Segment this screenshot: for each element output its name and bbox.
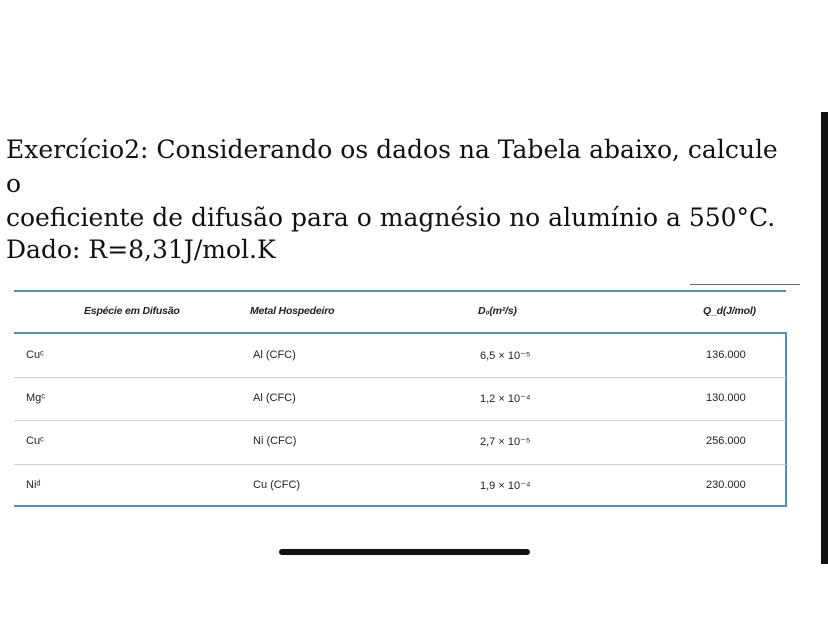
row-3-d0: 2,7 × 10⁻⁵ — [480, 436, 531, 448]
row-divider — [14, 464, 786, 465]
row-3-qd: 256.000 — [706, 435, 746, 447]
diffusion-table — [14, 284, 786, 508]
row-4-host: Cu (CFC) — [253, 479, 301, 491]
header-species: Espécie em Difusão — [84, 305, 180, 317]
exercise-line-2: coeficiente de difusão para o magnésio no alumínio a 550°C. — [6, 203, 776, 232]
header-host: Metal Hospedeiro — [250, 305, 335, 317]
row-1-qd: 136.000 — [706, 349, 746, 361]
row-divider — [14, 420, 786, 421]
row-4-qd: 230.000 — [706, 479, 746, 491]
row-divider — [14, 377, 786, 378]
row-3-host: Ni (CFC) — [253, 435, 297, 447]
row-1-species: Cuᶜ — [26, 349, 44, 361]
row-2-species: Mgᶜ — [26, 392, 46, 404]
row-4-d0: 1,9 × 10⁻⁴ — [480, 480, 531, 492]
row-2-host: Al (CFC) — [253, 392, 296, 404]
row-1-d0: 6,5 × 10⁻⁵ — [480, 350, 531, 362]
row-2-d0: 1,2 × 10⁻⁴ — [480, 393, 531, 405]
header-qd: Q_d(J/mol) — [703, 305, 756, 317]
given-data: Dado: R=8,31J/mol.K — [6, 235, 276, 264]
row-2-qd: 130.000 — [706, 392, 746, 404]
table-top-rule — [14, 290, 786, 292]
exercise-statement — [6, 133, 796, 235]
table-top-right-rule — [690, 284, 800, 285]
table-header-rule — [14, 332, 786, 334]
right-edge-bar — [821, 112, 828, 564]
row-4-species: Niᵈ — [26, 479, 41, 491]
exercise-line-1: Exercício2: Considerando os dados na Tabela abaixo, calcule o — [6, 135, 778, 198]
home-indicator[interactable] — [279, 549, 530, 555]
table-bottom-rule — [14, 505, 786, 507]
row-1-host: Al (CFC) — [253, 349, 296, 361]
header-d0: D₀(m²/s) — [478, 305, 517, 317]
row-3-species: Cuᶜ — [26, 435, 44, 447]
